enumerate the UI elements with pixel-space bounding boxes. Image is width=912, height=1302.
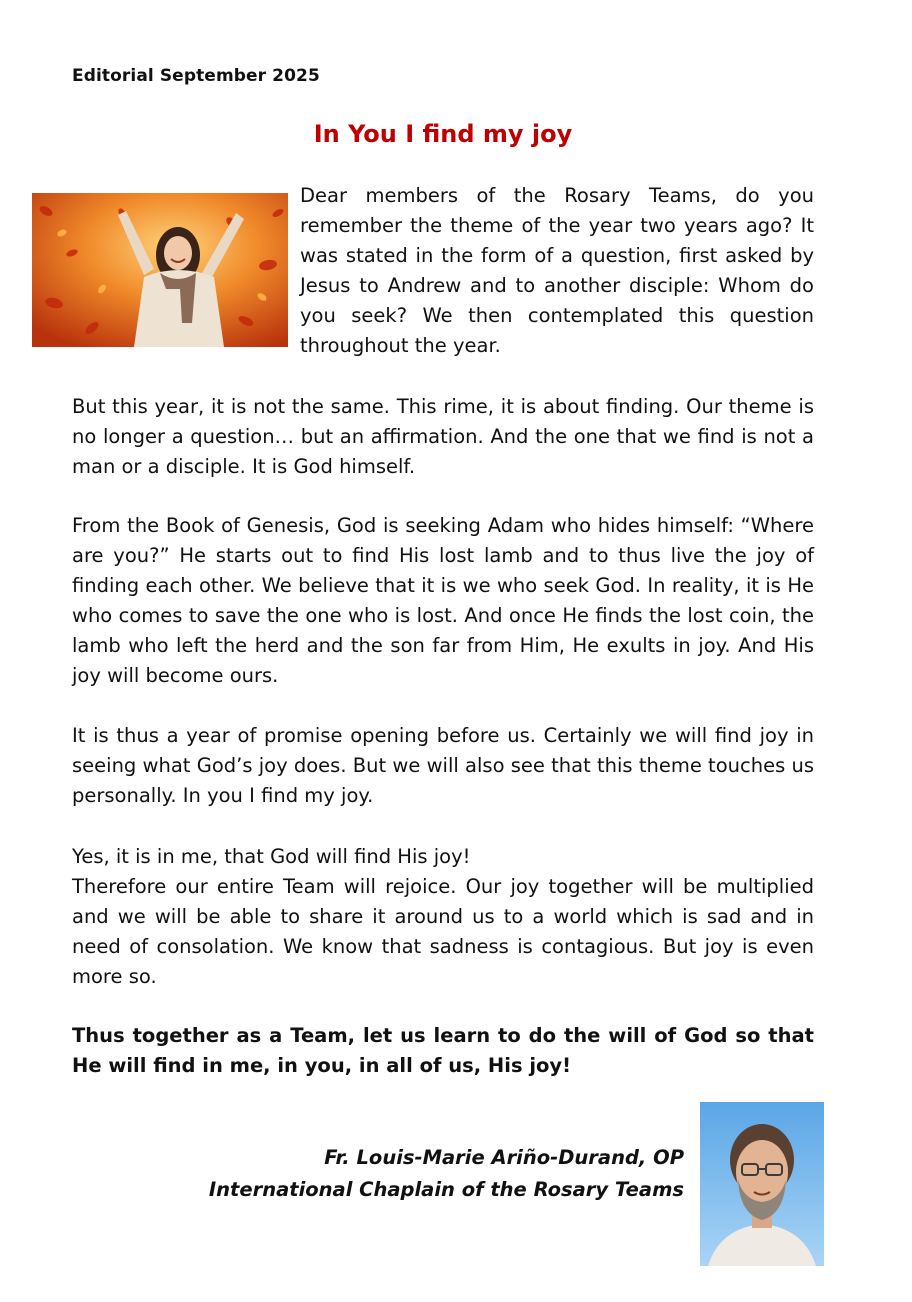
editorial-title: In You I find my joy bbox=[313, 120, 573, 148]
signature-name: Fr. Louis-Marie Ariño-Durand, OP bbox=[324, 1146, 684, 1169]
paragraph-promise: It is thus a year of promise opening before us. Certainly we will find joy in seeing what God’s joy does. But we will also see that this theme touches us personally. In you I find my joy. bbox=[72, 724, 814, 807]
paragraph-god-finds-joy: Yes, it is in me, that God will find His joy! bbox=[72, 845, 471, 868]
author-portrait-photo bbox=[700, 1102, 824, 1266]
editorial-header: Editorial September 2025 bbox=[72, 66, 320, 86]
signature-role: International Chaplain of the Rosary Teams bbox=[208, 1178, 684, 1201]
paragraph-team-rejoice: Therefore our entire Team will rejoice. Our joy together will be multiplied and we will be able to share it around us to a world which is sad and in need of consolation. We know that sadness is contagious. But joy is even more so. bbox=[72, 875, 814, 988]
intro-paragraph: Dear members of the Rosary Teams, do you remember the theme of the year two years ago? It was stated in the form of a question, first asked by Jesus to Andrew and to another disciple: Whom do you seek? We then contemplated this question throughout the year. bbox=[300, 184, 814, 357]
paragraph-genesis: From the Book of Genesis, God is seeking Adam who hides himself: “Where are you?” He starts out to find His lost lamb and to thus live the joy of finding each other. We believe that it is we who seek God. In reality, it is He who comes to save the one who is lost. And once He finds the lost coin, the lamb who left the herd and the son far from Him, He exults in joy. And His joy will become ours. bbox=[72, 514, 814, 687]
closing-paragraph: Thus together as a Team, let us learn to do the will of God so that He will find in me, in you, in all of us, His joy! bbox=[72, 1024, 814, 1077]
woman-autumn-leaves-photo bbox=[32, 193, 288, 347]
signature-block bbox=[209, 1142, 684, 1206]
paragraph-this-year: But this year, it is not the same. This rime, it is about finding. Our theme is no longer a question… but an affirmation. And the one that we find is not a man or a disciple. It is God himself. bbox=[72, 395, 814, 478]
